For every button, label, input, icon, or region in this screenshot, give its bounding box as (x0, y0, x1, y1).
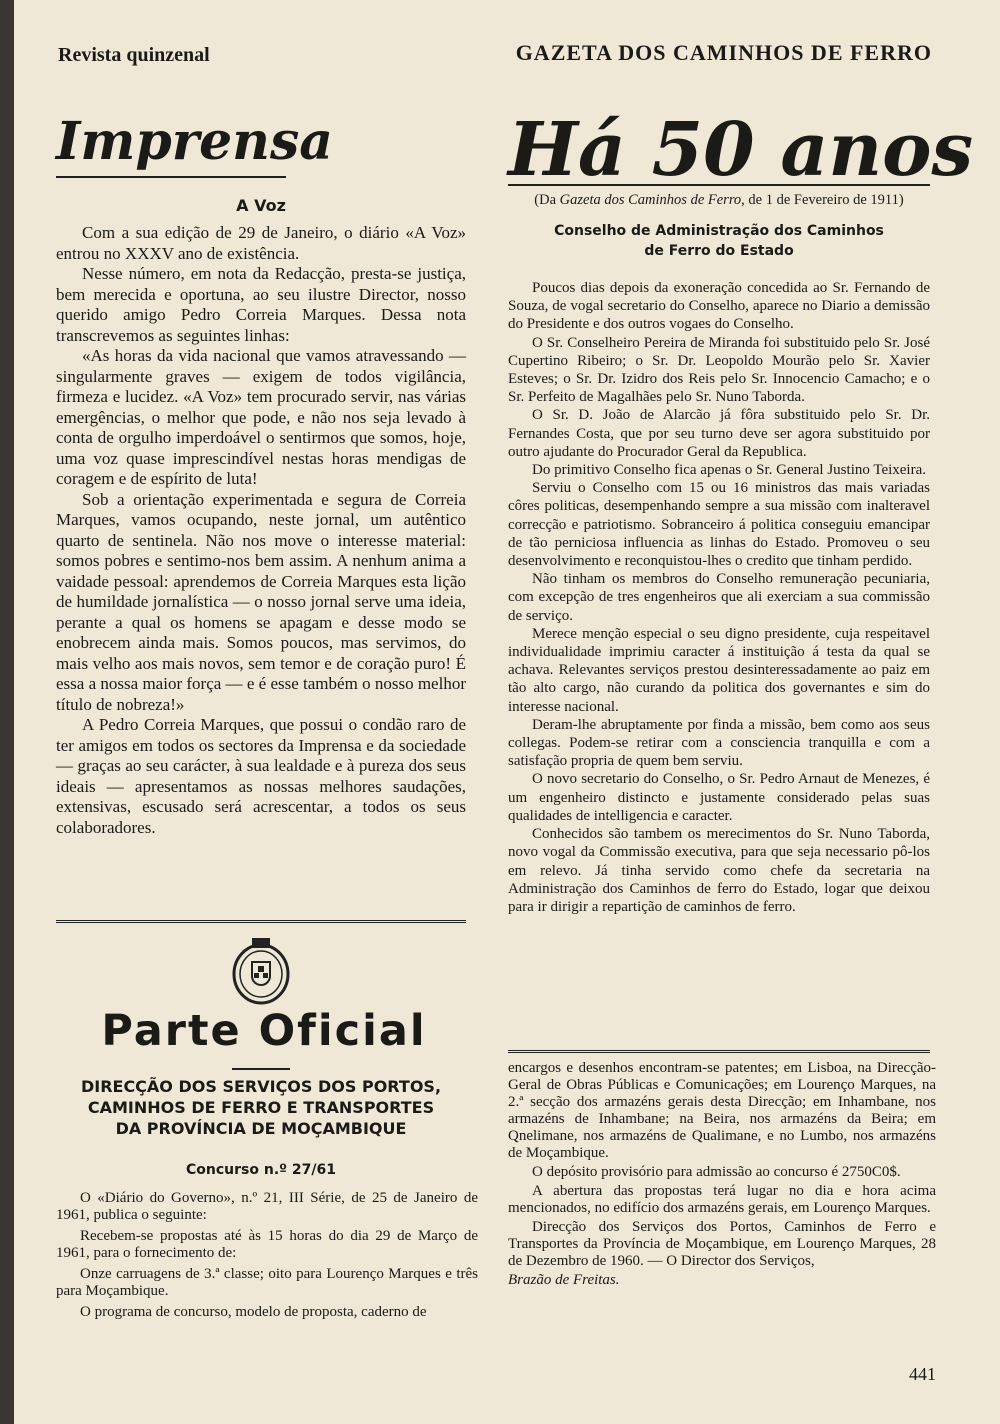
paragraph: «As horas da vida nacional que vamos atravessando — singularmente graves — exigem de todos vigilância, firmeza e lucidez. «A Voz» tem procurado servir, nas várias emergências, o melhor que pode, e não nos seja levado à conta de orgulho imperdoável o sentirmos que somos, hoje, uma voz quase imprescindível nestas horas mendigas de coragem e de espírito de luta! (56, 346, 466, 488)
section-divider (56, 920, 466, 923)
article-body (508, 279, 930, 916)
paragraph: Serviu o Conselho com 15 ou 16 ministros das mais variadas côres politicas, desempenhando sempre a sua missão com inalteravel correcção e patriotismo. Sobranceiro á politica conseguiu emancipar de tão perniciosa influencia as linhas do Estado. Promoveu o seu desenvolvimento e reconquistou-lhes o credito que tinham perdido. (508, 480, 930, 570)
paragraph: Do primitivo Conselho fica apenas o Sr. General Justino Teixeira. (532, 462, 927, 479)
subheading-line: de Ferro do Estado (644, 243, 794, 259)
paragraph: Sob a orientação experimentada e segura de Correia Marques, vamos ocupando, neste jornal, um autêntico quarto de sentinela. Não nos move o interesse material: somos pobres e sentimo-nos bem assim. A nenhum anima a vaidade pessoal: aprendemos de Correia Marques esta lição de humildade jornalística — o nosso jornal serve uma ideia, perante a qual os homens se apagam e desse modo se enobrecem ainda mais. Somos poucos, mas servimos, do mais velho aos mais novos, sem temor e de coração puro! É essa a nossa maior força — e é esse também o nosso melhor título de nobreza!» (56, 489, 466, 714)
article-subheading (508, 221, 930, 261)
paragraph: Poucos dias depois da exoneração concedida ao Sr. Fernando de Souza, de vogal secretario do Conselho, aparece no Diario a demissão do Presidente e dos outros vogaes do Conselho. (508, 280, 930, 333)
paragraph: encargos e desenhos encontram-se patentes; em Lisboa, na Direcção-Geral de Obras Públicas e Comunicações; em Lourenço Marques, na 2.ª secção dos armazéns gerais desta Direcção; em Inhambane, nos armazéns de Inhambane; na Beira, nos armazéns da Beira; em Qnelimane, nos armazéns de Qualimane, e no Lumbo, nos armazéns de Moçambique. (508, 1060, 936, 1161)
paragraph: Recebem-se propostas até às 15 horas do dia 29 de Março de 1961, para o fornecimento de: (56, 1228, 478, 1261)
paragraph: Merece menção especial o seu digno presidente, cuja respeitavel individualidade imprimiu caracter á instituição á testa da qual se achava. Relevantes serviços prestou desinteressadamente ao paiz em tão alto cargo, não curando da politica dos governantes e sim do interesse nacional. (508, 625, 930, 715)
source-journal: Gazeta dos Caminhos de Ferro (559, 192, 742, 208)
header-journal-title: GAZETA DOS CAMINHOS DE FERRO (515, 40, 932, 65)
concurso-number: Concurso n.º 27/61 (186, 1162, 336, 1178)
paragraph: A abertura das propostas terá lugar no dia e hora acima mencionados, no edifício dos armazéns gerais, em Lourenço Marques. (508, 1183, 936, 1216)
title-underline (232, 1068, 290, 1070)
paragraph: Conhecidos são tambem os merecimentos do Sr. Nuno Taborda, novo vogal da Commissão executiva, para que seja necessario pô-los em relevo. Já tinha servido como chefe da secretaria na Administração dos Caminhos de ferro do Estado, logar que deixou para ir dirigir a repartição de caminhos de ferro. (508, 826, 930, 915)
coat-of-arms-icon (230, 934, 292, 1006)
subheading-line: Conselho de Administração dos Caminhos (554, 223, 884, 239)
concurso-body-left (56, 1190, 478, 1325)
page-edge-shadow (0, 0, 14, 1424)
imprensa-column (56, 110, 466, 838)
paragraph: Direcção dos Serviços dos Portos, Caminhos de Ferro e Transportes da Província de Moçambique, em Lourenço Marques, 28 de Dezembro de 1960. — O Director dos Serviços, (508, 1219, 936, 1269)
paragraph: O Sr. Conselheiro Pereira de Miranda foi substituido pelo Sr. José Cupertino Ribeiro; o Sr. Dr. Leopoldo Mourão pelo Sr. Xavier Esteves; o Sr. Dr. Izidro dos Reis pelo Sr. Innocencio Camacho; e o Sr. Perfeito de Magalhães pelo Sr. Nuno Taborda. (508, 334, 930, 406)
paragraph: Não tinham os membros do Conselho remuneração pecuniaria, com excepção de tres engenheiros que ali exerciam a sua commissão de serviço. (508, 571, 930, 624)
article-body (56, 223, 466, 838)
paragraph: O programa de concurso, modelo de proposta, caderno de (80, 1304, 427, 1320)
imprensa-title: Imprensa (56, 111, 333, 172)
parte-oficial-title: Parte Oficial (101, 1006, 427, 1056)
paragraph: Onze carruagens de 3.ª classe; oito para Lourenço Marques e três para Moçambique. (56, 1266, 478, 1299)
direccao-heading (56, 1076, 466, 1139)
title-underline (56, 176, 286, 178)
paragraph: O novo secretario do Conselho, o Sr. Pedro Arnaut de Menezes, é um engenheiro distincto e justamente considerado pelas suas qualidades de intelligencia e caracter. (508, 771, 930, 824)
paragraph: Com a sua edição de 29 de Janeiro, o diário «A Voz» entrou no XXXV ano de existência. (56, 223, 466, 263)
source-citation (508, 192, 930, 209)
paragraph: Deram-lhe abruptamente por finda a missão, bem como aos seus collegas. Podem-se retirar com a consciencia tranquilla e com a satisfação propria de quem bem serviu. (508, 716, 930, 770)
concurso-body-right (508, 1060, 936, 1291)
paragraph: A Pedro Correia Marques, que possui o condão raro de ter amigos em todos os sectores da Imprensa e da sociedade — graças ao seu carácter, à sua lealdade e à pureza dos seus ideais — apresentamos as nossas melhores saudações, extensivas, escusado será acrescentar, a todos os seus colaboradores. (56, 715, 466, 837)
paragraph: O Sr. D. João de Alarcão já fôra substituido pelo Sr. Dr. Fernandes Costa, que por seu turno deve ser agora substituido por outro ajudante do Procurador Geral da Republica. (508, 407, 930, 460)
paragraph: O «Diário do Governo», n.º 21, III Série, de 25 de Janeiro de 1961, publica o seguinte: (56, 1190, 478, 1223)
ha-50-anos-column (508, 107, 974, 916)
article-heading: A Voz (236, 196, 286, 215)
source-prefix: (Da (534, 192, 560, 208)
section-divider (508, 1050, 930, 1053)
signature: Brazão de Freitas. (508, 1272, 620, 1288)
heading-line: DA PROVÍNCIA DE MOÇAMBIQUE (115, 1119, 407, 1138)
source-suffix: , de 1 de Fevereiro de 1911) (741, 192, 904, 208)
page-number: 441 (909, 1364, 936, 1384)
heading-line: DIRECÇÃO DOS SERVIÇOS DOS PORTOS, (80, 1077, 442, 1096)
ha-50-anos-title: Há 50 anos (508, 107, 974, 193)
heading-line: CAMINHOS DE FERRO E TRANSPORTES (87, 1098, 435, 1117)
paragraph: O depósito provisório para admissão ao concurso é 2750C0$. (532, 1164, 901, 1180)
header-periodicity: Revista quinzenal (58, 44, 210, 66)
paragraph: Nesse número, em nota da Redacção, presta-se justiça, bem merecida e oportuna, ao seu ilustre Director, nosso querido amigo Pedro Correia Marques. Dessa nota transcrevemos as seguintes linhas: (56, 264, 466, 345)
